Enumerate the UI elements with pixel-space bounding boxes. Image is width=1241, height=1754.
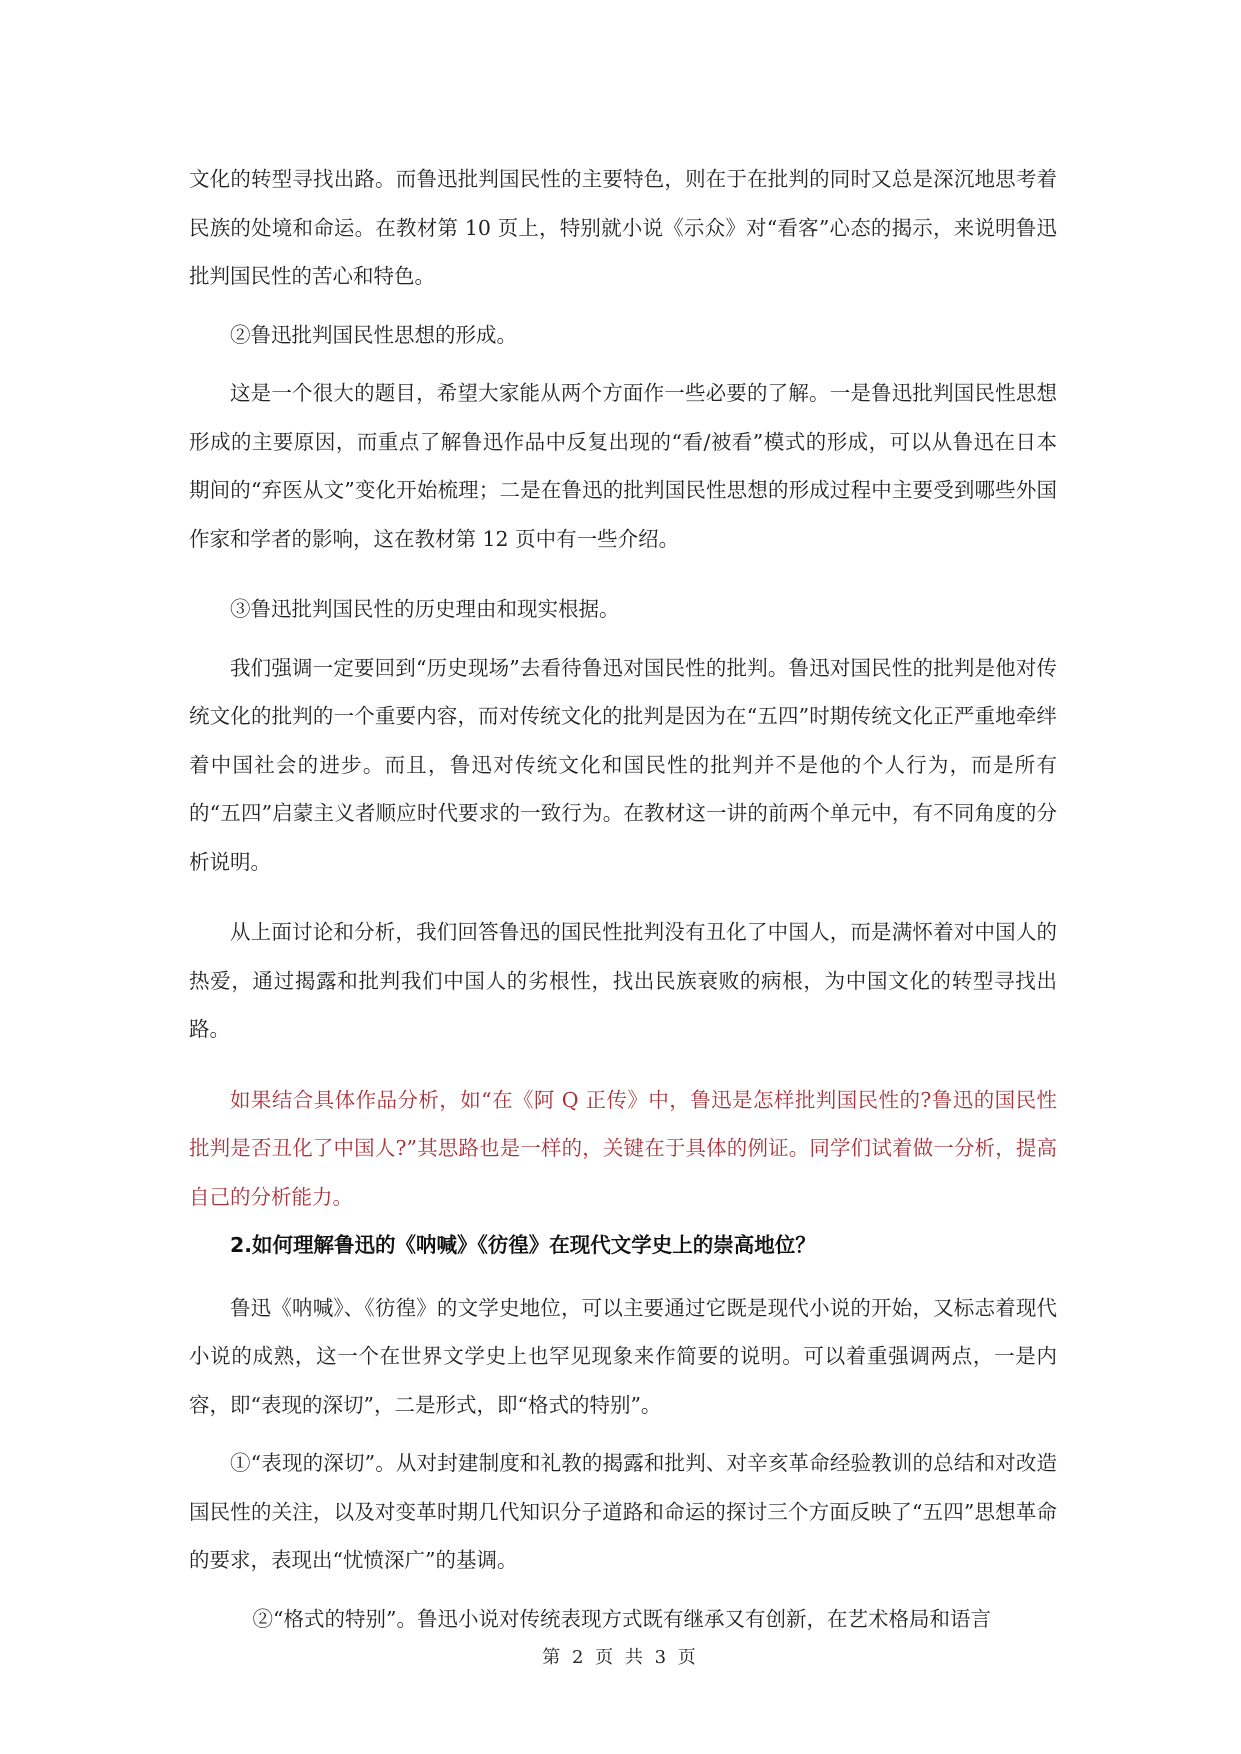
paragraph-continuation: 文化的转型寻找出路。而鲁迅批判国民性的主要特色，则在于在批判的同时又总是深沉地思考着民族的处境和命运。在教材第 10 页上，特别就小说《示众》对“看客”心态的揭示，来说明鲁迅批判国民性的苦心和特色。 [189, 167, 1057, 288]
subheading-historical-reasons: ③鲁迅批判国民性的历史理由和现实根据。 [230, 597, 620, 621]
section-heading-question-2: 2.如何理解鲁迅的《呐喊》《彷徨》在现代文学史上的崇高地位？ [230, 1233, 816, 1257]
paragraph-historical-reasons: 我们强调一定要回到“历史现场”去看待鲁迅对国民性的批判。鲁迅对国民性的批判是他对传统文化的批判的一个重要内容，而对传统文化的批判是因为在“五四”时期传统文化正严重地牵绊着中国社会的进步。而且，鲁迅对传统文化和国民性的批判并不是他的个人行为，而是所有的“五四”启蒙主义者顺应时代要求的一致行为。在教材这一讲的前两个单元中，有不同角度的分析说明。 [189, 655, 1057, 874]
paragraph-literary-status: 鲁迅《呐喊》、《彷徨》的文学史地位，可以主要通过它既是现代小说的开始，又标志着现代小说的成熟，这一个在世界文学史上也罕见现象来作简要的说明。可以着重强调两点，一是内容，即“表现的深切”，二是形式，即“格式的特别”。 [189, 1295, 1057, 1417]
paragraph-conclusion: 从上面讨论和分析，我们回答鲁迅的国民性批判没有丑化了中国人，而是满怀着对中国人的热爱，通过揭露和批判我们中国人的劣根性，找出民族衰败的病根，为中国文化的转型寻找出路。 [189, 920, 1057, 1041]
page-number-footer: 第 2 页 共 3 页 [542, 1647, 699, 1668]
paragraph-exercise-note: 如果结合具体作品分析，如“在《阿 Q 正传》中，鲁迅是怎样批判国民性的?鲁迅的国民性批判是否丑化了中国人?”其思路也是一样的，关键在于具体的例证。同学们试着做一分析，提高自己的分析能力。 [189, 1087, 1057, 1209]
paragraph-formation: 这是一个很大的题目，希望大家能从两个方面作一些必要的了解。一是鲁迅批判国民性思想形成的主要原因，而重点了解鲁迅作品中反复出现的“看/被看”模式的形成，可以从鲁迅在日本期间的“弃医从文”变化开始梳理；二是在鲁迅的批判国民性思想的形成过程中主要受到哪些外国作家和学者的影响，这在教材第 12 页中有一些介绍。 [189, 381, 1057, 551]
page-content [189, 155, 1057, 1643]
paragraph-special-format: ②“格式的特别”。鲁迅小说对传统表现方式既有继承又有创新，在艺术格局和语言 [252, 1606, 992, 1631]
subheading-formation: ②鲁迅批判国民性思想的形成。 [230, 322, 517, 347]
paragraph-expression-depth: ①“表现的深切”。从对封建制度和礼教的揭露和批判、对辛亥革命经验教训的总结和对改造国民性的关注，以及对变革时期几代知识分子道路和命运的探讨三个方面反映了“五四”思想革命的要求，表现出“忧愤深广”的基调。 [189, 1451, 1057, 1572]
